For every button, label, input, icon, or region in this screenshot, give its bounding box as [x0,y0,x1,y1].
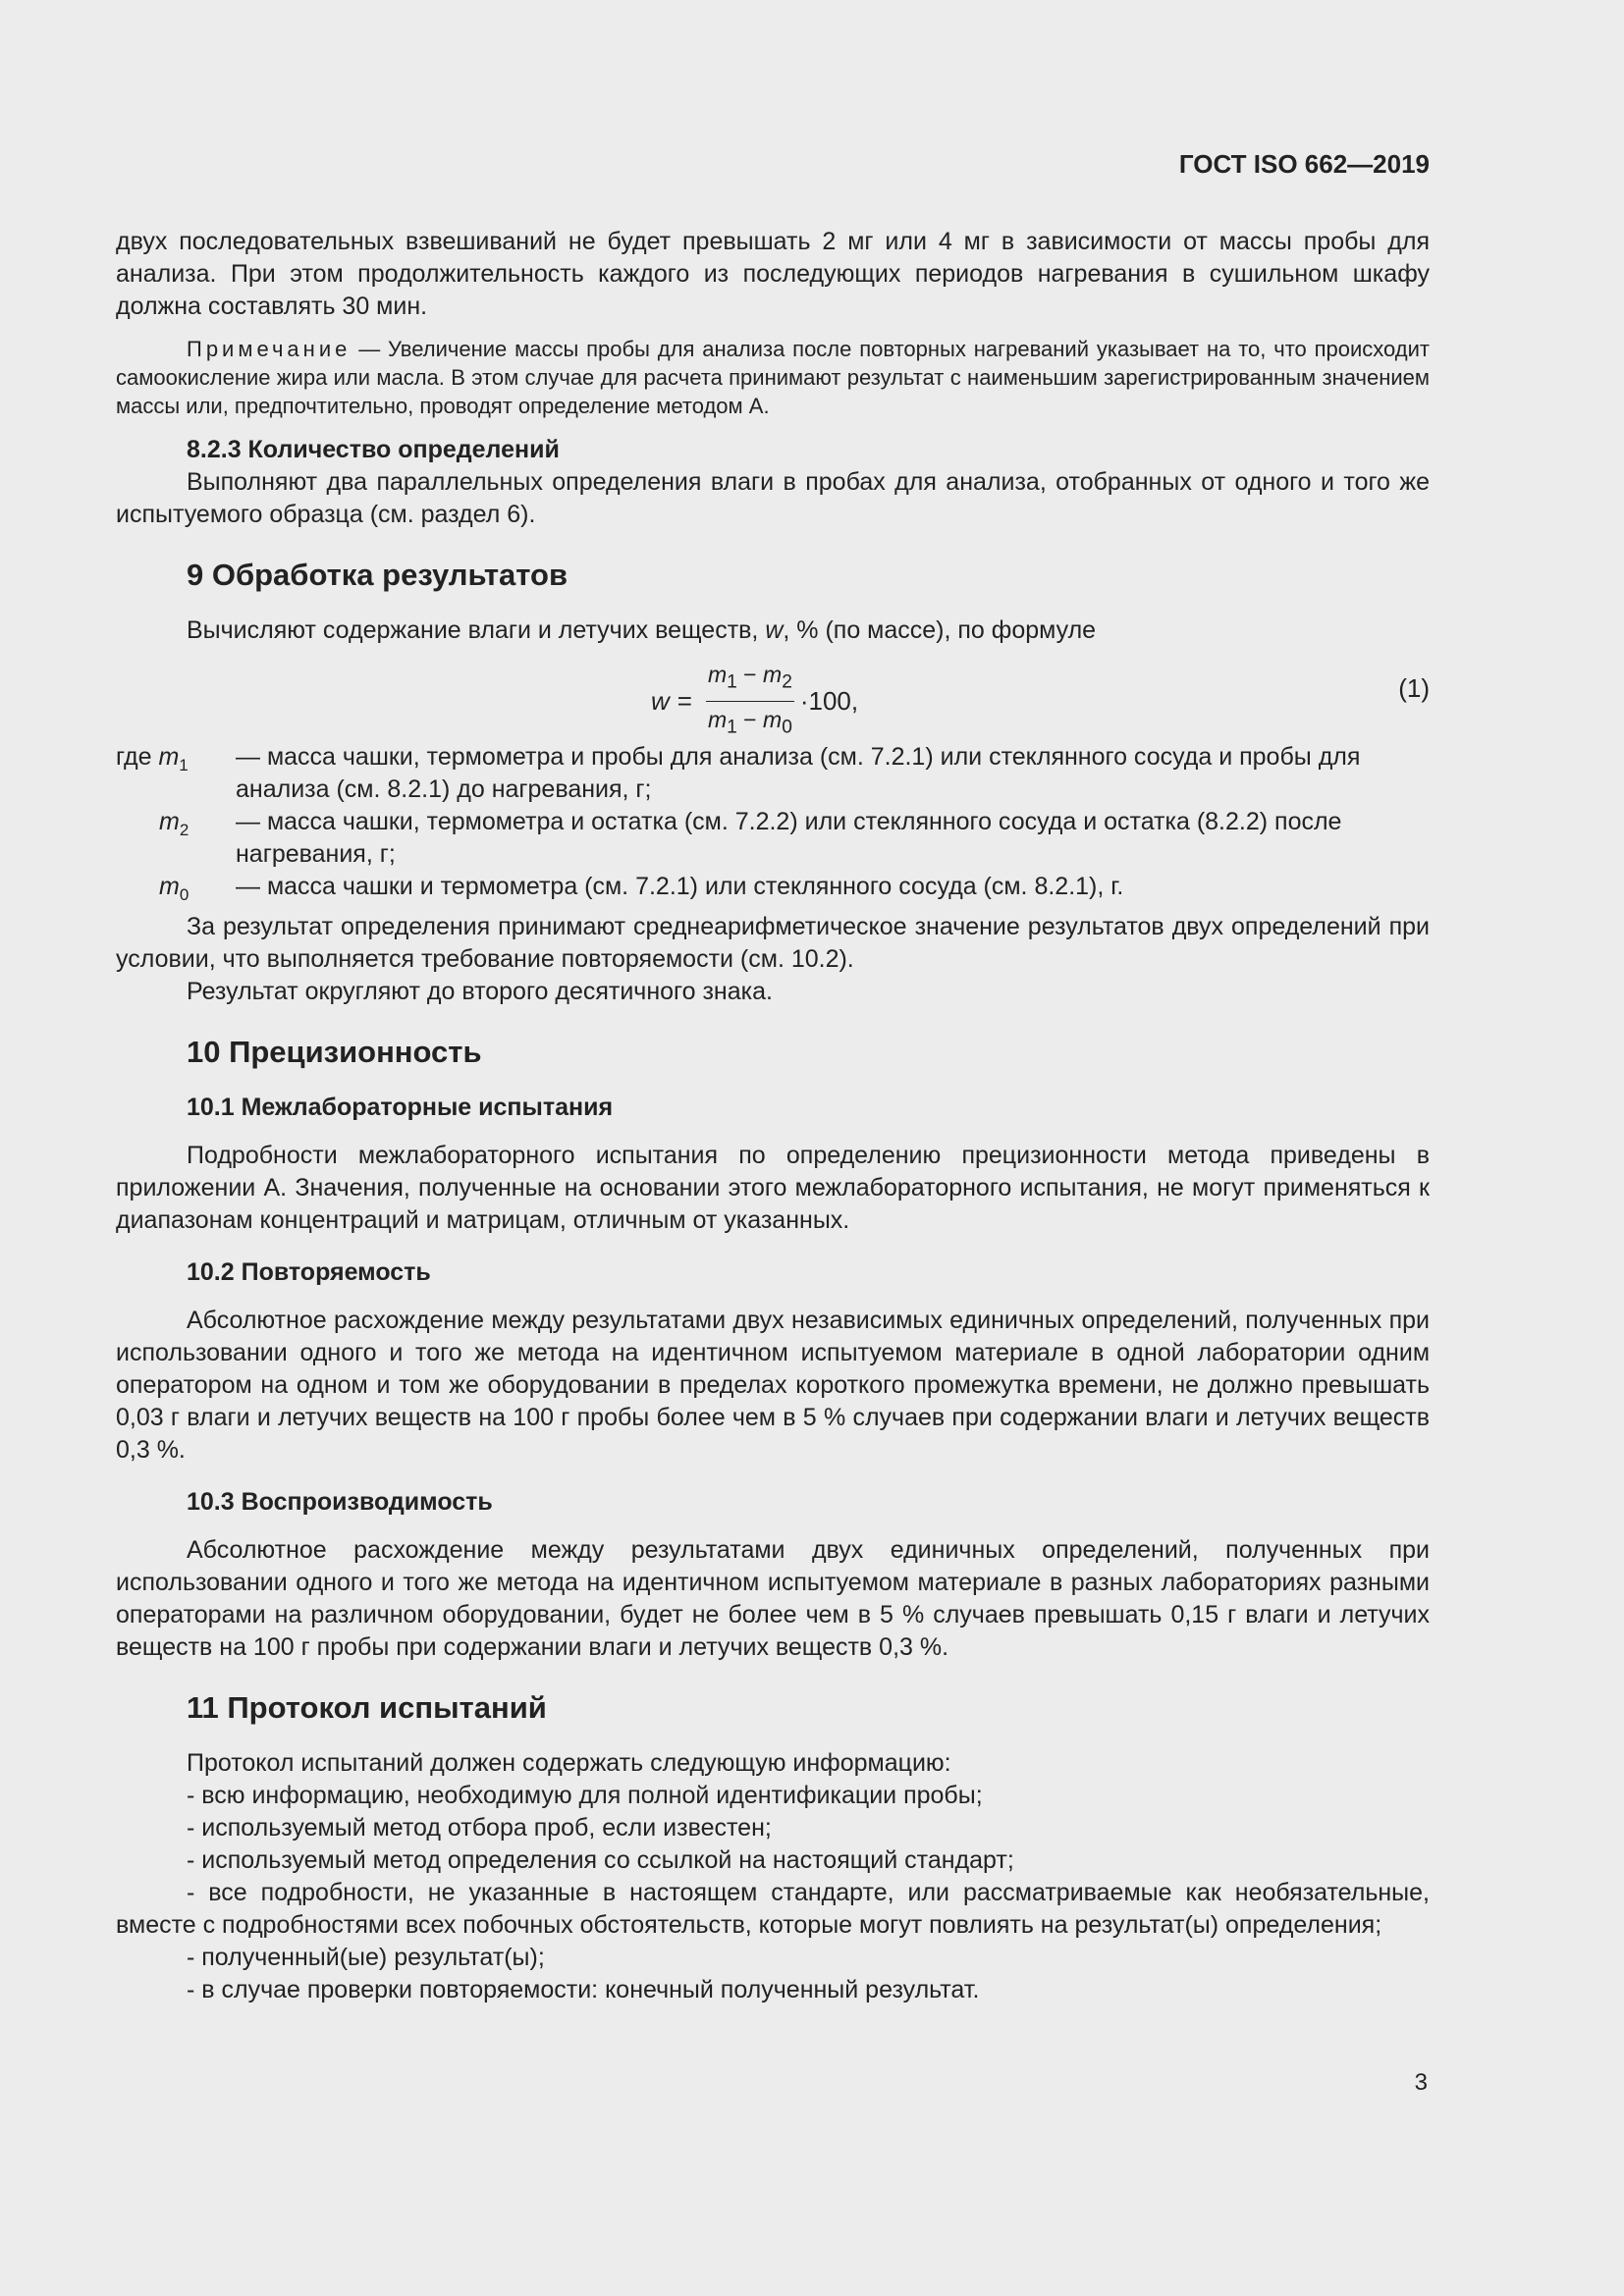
def-text: — масса чашки, термометра и пробы для анализа (см. 7.2.1) или стеклянного сосуда и пробы для анализа (см. 8.2.1) до нагревания, г; [236,743,1361,803]
section-10-1-heading: 10.1 Межлабораторные испытания [187,1094,614,1121]
section-10-3-text: Абсолютное расхождение между результатами двух единичных определений, полученных при использовании одного и того же метода на идентичном испытуемом материале в разных лабораториях разными операторами на различном оборудовании, будет не более чем в 5 % случаев превышать 0,15 г влаги и летучих веществ на 100 г пробы при содержании влаги и летучих веществ 0,3 %. [116,1536,1430,1661]
formula-denominator [706,702,794,744]
section-11-lead: Протокол испытаний должен содержать следующую информацию: [187,1749,951,1777]
result-paragraph: За результат определения принимают среднеарифметическое значение результатов двух определений при условии, что выполняется требование повторяемости (см. 10.2). [116,913,1430,973]
num-minus: − [736,662,764,687]
list-item: - полученный(ые) результат(ы); [187,1944,545,1971]
section-10-1-text: Подробности межлабораторного испытания по определению прецизионности метода приведены в приложении А. Значения, полученные на основании этого межлабораторного испытания, не могут применяться к диапазонам концентраций и матрицам, отличным от указанных. [116,1142,1430,1234]
definition-m0 [116,871,1430,911]
section-9-heading: 9 Обработка результатов [187,558,568,592]
def-symbol [116,741,236,806]
lead-variable: w [765,616,784,644]
formula-fraction [706,659,794,743]
section-10-2-heading: 10.2 Повторяемость [187,1258,431,1286]
def-sub: 0 [179,885,189,904]
definitions-list [116,741,1430,911]
definition-m2 [116,806,1430,871]
formula-lhs: w [651,685,670,716]
den-b: m [763,706,783,732]
def-symbol [159,806,236,871]
def-text: — масса чашки и термометра (см. 7.2.1) или стеклянного сосуда (см. 8.2.1), г. [236,873,1124,900]
lead-text-a: Вычисляют содержание влаги и летучих веществ, [187,616,766,644]
page-number: 3 [1414,2069,1428,2096]
list-item: - в случае проверки повторяемости: конечный полученный результат. [187,1976,980,2003]
section-10-heading: 10 Прецизионность [187,1035,482,1069]
formula-lead [116,614,1430,647]
def-text: — масса чашки, термометра и остатка (см. 7.2.2) или стеклянного сосуда и остатка (8.2.2) после нагревания, г; [236,808,1342,868]
section-10-3-heading: 10.3 Воспроизводимость [187,1488,493,1516]
def-var: m [158,743,180,771]
note-label: Примечание [187,337,352,361]
rounding-paragraph: Результат округляют до второго десятичного знака. [187,978,773,1005]
den-a-sub: 1 [727,717,737,738]
section-8-2-3-heading: 8.2.3 Количество определений [187,436,560,463]
formula-numerator [706,659,794,702]
formula-tail: ·100, [799,685,859,716]
continuation-paragraph: двух последовательных взвешиваний не будет превышать 2 мг или 4 мг в зависимости от массы пробы для анализа. При этом продолжительность каждого из последующих периодов нагревания в сушильном шкафу должна составлять 30 мин. [116,228,1430,320]
den-b-sub: 0 [782,717,792,738]
num-b: m [763,662,783,687]
list-item: - используемый метод определения со ссылкой на настоящий стандарт; [187,1846,1014,1874]
num-b-sub: 2 [782,671,792,693]
definition-m1 [116,741,1430,806]
note-text: — Увеличение массы пробы для анализа после повторных нагреваний указывает на то, что происходит самоокисление жира или масла. В этом случае для расчета принимают результат с наименьшим зарегистрированным значением массы или, предпочтительно, проводят определение методом А. [116,337,1430,418]
den-minus: − [736,706,764,732]
standard-header: ГОСТ ISO 662—2019 [1178,149,1430,179]
def-sub: 2 [179,821,189,839]
formula-1 [651,659,858,743]
list-item: - используемый метод отбора проб, если известен; [187,1814,772,1842]
formula-number: (1) [1398,673,1430,703]
note-paragraph [116,335,1430,420]
num-a-sub: 1 [727,671,737,693]
formula-eq: = [677,685,692,716]
list-item: - всю информацию, необходимую для полной идентификации пробы; [187,1782,983,1809]
formula-block [116,653,1430,741]
def-sub: 1 [179,756,189,774]
def-var: m [159,873,180,900]
section-8-2-3-text: Выполняют два параллельных определения влаги в пробах для анализа, отобранных от одного и того же испытуемого образца (см. раздел 6). [116,468,1430,528]
num-a: m [707,662,728,687]
list-item: - все подробности, не указанные в настоящем стандарте, или рассматриваемые как необязательные, вместе с подробностями всех побочных обстоятельств, которые могут повлиять на результат(ы) определения; [116,1879,1430,1939]
page-content [116,226,1430,2006]
lead-text-b: , % (по массе), по формуле [783,616,1097,644]
def-prefix: где [116,743,159,771]
section-11-heading: 11 Протокол испытаний [187,1690,547,1725]
def-var: m [159,808,180,835]
den-a: m [707,706,728,732]
def-symbol [159,871,236,911]
section-10-2-text: Абсолютное расхождение между результатами двух независимых единичных определений, полученных при использовании одного и того же метода на идентичном испытуемом материале в одной лаборатории одним оператором на одном и том же оборудовании в пределах короткого промежутка времени, не должно превышать 0,03 г влаги и летучих веществ на 100 г пробы более чем в 5 % случаев при содержании влаги и летучих веществ 0,3 %. [116,1307,1430,1464]
